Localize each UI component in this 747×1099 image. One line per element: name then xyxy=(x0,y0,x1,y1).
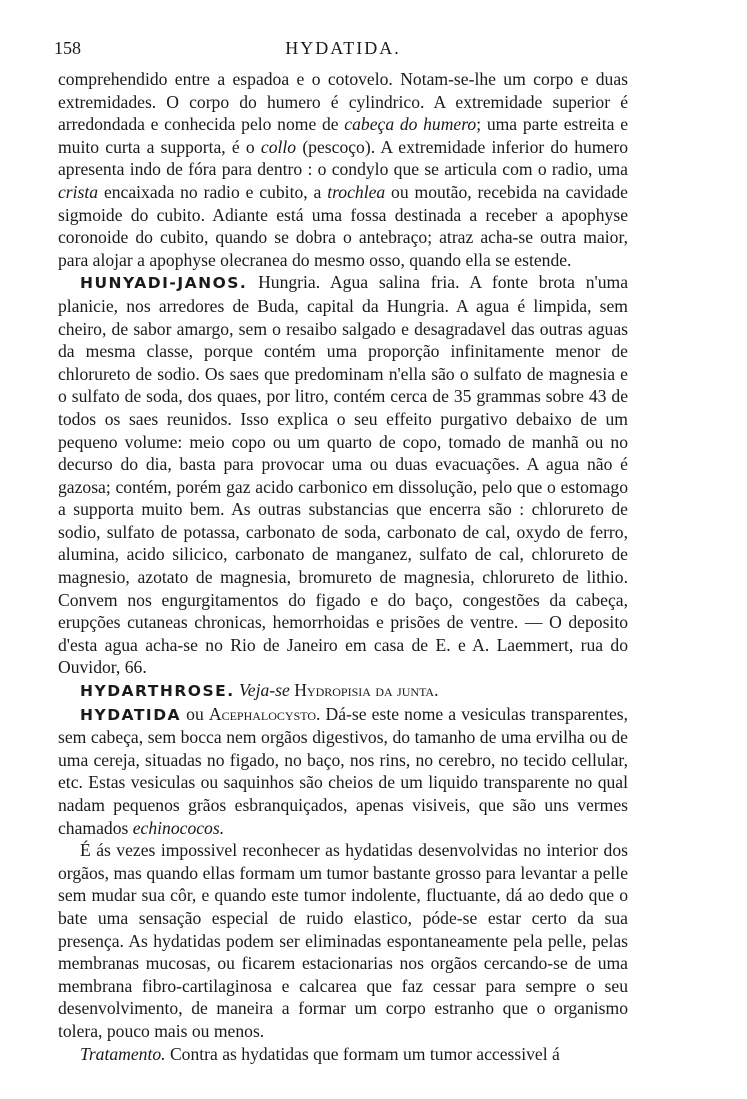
italic-term: Veja-se xyxy=(239,680,290,701)
text-run: Contra as hydatidas que formam um tumor accessivel á xyxy=(165,1043,560,1064)
text-run: (pescoço). A extremidade inferior do humero apresenta indo de fóra para dentro : o condylo que se articula com o radio, uma xyxy=(58,136,628,180)
text-run: comprehendido entre a espadoa e o cotovelo. Notam-se-lhe um corpo e duas extremidades. O corpo do humero é cylindrico. A extremidade superior é arredondada e conhecida pelo nome de xyxy=(58,69,628,135)
page-number: 158 xyxy=(54,38,81,58)
page xyxy=(54,38,629,1065)
italic-term: crista xyxy=(58,181,99,202)
text-run: Hungria. Agua salina fria. A fonte brota n'uma planicie, nos arredores de Buda, capital da Hungria. A agua é limpida, sem cheiro, de sabor amargo, sem o resaibo salgado e desagradavel das outras aguas da mesma classe, porque contém uma proporção infinitamente menor de chlorureto de sodio. Os saes que predominam n'ella são o sulfato de magnesia e o sulfato de soda, dos quaes, por litro, contém cerca de 35 grammas sobre 43 de todos os saes reunidos. Isso explica o seu effeito purgativo debaixo de um pequeno volume: meio copo ou um quarto de copo, tomado de manhã ou no decurso do dia, basta para provocar uma ou duas evacuações. A agua não é gazosa; contém, porém gaz acido carbonico em dissolução, pelo que o estomago a supporta muito bem. As outras substancias que encerra são : chlorureto de sodio, sulfato de potassa, carbonato de soda, carbonato de cal, oxydo de ferro, alumina, acido silicico, carbonato de manganez, sulfato de cal, chlorureto de magnesio, azotato de magnesia, bromureto de magnesia, chlorureto de lithio. Convem nos engurgitamentos do figado e do baço, congestões da cabeça, erupções cutaneas chronicas, hemorrhoidas e prisões de ventre. — O deposito d'esta agua acha-se no Rio de Janeiro em casa de E. e A. Laemmert, rua do Ouvidor, 66. xyxy=(58,272,628,678)
paragraph-hydatida-diagnosis xyxy=(58,839,628,1042)
italic-term: trochlea xyxy=(327,181,386,202)
text-run: ou moutão, recebida na cavidade sigmoide do cubito. Adiante está uma fossa destinada a receber a apophyse coronoide do cubito, quando se dobra o antebraço; atraz acha-se outra maior, para alojar a apophyse olecranea do mesmo osso, quando ella se estende. xyxy=(58,181,628,270)
entry-hunyadi-janos xyxy=(58,271,628,679)
entry-hydarthrose xyxy=(58,679,628,703)
page-body xyxy=(58,68,628,1065)
cross-reference: Hydropisia da junta. xyxy=(294,680,439,701)
running-title: HYDATIDA. xyxy=(285,38,401,58)
entry-headword: HUNYADI-JANOS. xyxy=(80,274,248,293)
italic-term: echinococos. xyxy=(132,817,225,838)
italic-term: collo xyxy=(260,136,297,157)
text-run: Dá-se este nome a vesiculas transparentes, sem cabeça, sem bocca nem orgãos digestivos, do tamanho de uma ervilha ou de uma cereja, situadas no figado, no baço, nos rins, no cerebro, no tecido cellular, etc. Estas vesiculas ou saquinhos são cheios de um liquido transparente no qual nadam pequenos grãos esbranquiçados, apenas visiveis, que são uns vermes chamados xyxy=(58,703,629,838)
entry-hydatida xyxy=(58,703,628,840)
paragraph-humero-continuation xyxy=(58,68,628,271)
page-header xyxy=(54,38,628,68)
text-run: encaixada no radio e cubito, a xyxy=(98,181,328,202)
text-run: ; uma parte estreita e muito curta a supporta, é o xyxy=(58,114,629,157)
paragraph-tratamento xyxy=(58,1043,628,1066)
entry-headword: HYDATIDA xyxy=(80,705,182,724)
synonym-term: Acephalocysto. xyxy=(208,703,321,724)
text-run: É ás vezes impossivel reconhecer as hydatidas desenvolvidas no interior dos orgãos, mas quando ellas formam um tumor bastante grosso para levantar a pelle sem mudar sua côr, e quando este tumor indolente, fluctuante, dá ao dedo que o bate uma sensação especial de ruido elastico, póde-se estar certo da sua presença. As hydatidas podem ser eliminadas espontaneamente pela pelle, pelas membranas mucosas, ou ficarem estacionarias nos orgãos cercando-se de uma membrana fibro-cartilaginosa e calcarea que faz cessar para sempre o seu desenvolvimento, de maneira a formar um corpo estranho que o organismo tolera, pouco mais ou menos. xyxy=(58,840,628,1041)
entry-headword: HYDARTHROSE. xyxy=(80,682,235,701)
italic-term: Tratamento. xyxy=(80,1043,166,1064)
italic-term: cabeça do humero xyxy=(344,114,477,135)
text-run: ou xyxy=(181,703,209,724)
